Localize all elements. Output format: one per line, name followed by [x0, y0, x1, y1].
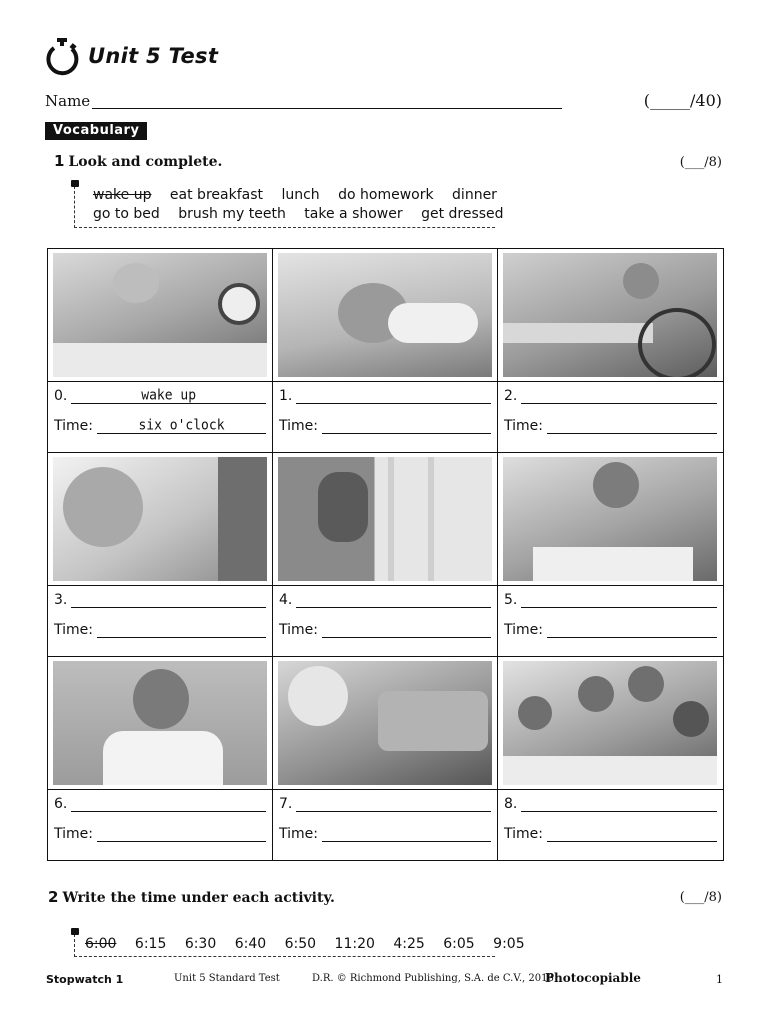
pin-icon [71, 928, 79, 935]
exercise-2-instruction: 2 Write the time under each activity. [48, 888, 335, 906]
word-bank-1 [74, 186, 504, 228]
footer-copyright: D.R. © Richmond Publishing, S.A. de C.V., 2016 [312, 973, 554, 984]
word-bank-item: get dressed [421, 206, 504, 222]
photo-brushing-teeth [53, 457, 267, 581]
answer-field-6[interactable] [71, 795, 266, 812]
answer-row-6: 6. [54, 795, 266, 812]
answer-field-7[interactable] [296, 795, 491, 812]
photo-lunch [278, 661, 492, 785]
photo-shower [278, 457, 492, 581]
word-bank-2 [74, 934, 525, 957]
total-score: (_____/40) [643, 91, 722, 110]
word-bank-item: go to bed [93, 206, 160, 222]
word-bank-item: dinner [452, 187, 497, 203]
answer-row-0: 0. wake up [54, 387, 266, 404]
answer-field-3[interactable] [71, 591, 266, 608]
word-bank-item: 11:20 [334, 936, 375, 952]
footer-photocopiable: Photocopiable [545, 971, 641, 985]
word-bank-item: take a shower [304, 206, 403, 222]
time-row-3: Time: [54, 621, 266, 638]
word-bank-item: 6:50 [284, 936, 317, 952]
word-bank-item: brush my teeth [178, 206, 286, 222]
time-field-8[interactable] [547, 825, 717, 842]
time-row-2: Time: [504, 417, 717, 434]
time-row-4: Time: [279, 621, 491, 638]
activity-cell [48, 657, 273, 861]
exercise-2-score: (___/8) [679, 890, 722, 905]
word-bank-item: 6:00 [85, 936, 117, 952]
answer-field-2[interactable] [521, 387, 717, 404]
activity-cell [273, 453, 498, 657]
activity-cell [273, 657, 498, 861]
activity-cell [273, 249, 498, 453]
answer-field-1[interactable] [296, 387, 491, 404]
exercise-1-instruction: 1 Look and complete. [54, 152, 223, 170]
answer-row-4: 4. [279, 591, 491, 608]
answer-row-1: 1. [279, 387, 491, 404]
word-bank-item: do homework [338, 187, 434, 203]
answer-field-0[interactable]: wake up [71, 387, 266, 404]
answer-row-3: 3. [54, 591, 266, 608]
answer-row-7: 7. [279, 795, 491, 812]
activity-grid [47, 248, 724, 861]
activity-cell [48, 249, 273, 453]
word-bank-item: lunch [281, 187, 320, 203]
word-bank-item: 6:40 [234, 936, 267, 952]
footer-test-name: Unit 5 Standard Test [174, 973, 280, 984]
time-row-8: Time: [504, 825, 717, 842]
time-field-3[interactable] [97, 621, 266, 638]
name-field[interactable] [92, 108, 562, 109]
activity-cell [48, 453, 273, 657]
photo-eating-breakfast [503, 457, 717, 581]
page-title: Unit 5 Test [88, 44, 219, 68]
answer-field-8[interactable] [521, 795, 717, 812]
photo-waking-up [53, 253, 267, 377]
answer-row-5: 5. [504, 591, 717, 608]
page-number: 1 [716, 973, 723, 986]
word-bank-item: 6:30 [184, 936, 217, 952]
footer-brand-logo: Stopwatch 1 [46, 973, 124, 986]
time-field-4[interactable] [322, 621, 491, 638]
time-field-0[interactable]: six o'clock [97, 417, 266, 434]
time-field-7[interactable] [322, 825, 491, 842]
word-bank-item: 9:05 [493, 936, 525, 952]
word-bank-item: 6:05 [443, 936, 475, 952]
section-badge: Vocabulary [45, 122, 147, 140]
photo-homework [503, 253, 717, 377]
exercise-1-score: (___/8) [679, 155, 722, 170]
answer-row-8: 8. [504, 795, 717, 812]
time-row-5: Time: [504, 621, 717, 638]
time-field-6[interactable] [97, 825, 266, 842]
photo-getting-dressed [53, 661, 267, 785]
time-field-5[interactable] [547, 621, 717, 638]
answer-field-5[interactable] [521, 591, 717, 608]
activity-cell [498, 249, 724, 453]
photo-sleeping [278, 253, 492, 377]
word-bank-item: 4:25 [393, 936, 425, 952]
activity-cell [498, 657, 724, 861]
time-row-1: Time: [279, 417, 491, 434]
time-row-0: Time: six o'clock [54, 417, 266, 434]
time-row-6: Time: [54, 825, 266, 842]
activity-cell [498, 453, 724, 657]
word-bank-item: eat breakfast [169, 187, 263, 203]
time-field-1[interactable] [322, 417, 491, 434]
answer-field-4[interactable] [296, 591, 491, 608]
photo-dinner [503, 661, 717, 785]
pin-icon [71, 180, 79, 187]
stopwatch-icon [44, 38, 80, 76]
word-bank-item: 6:15 [134, 936, 167, 952]
time-field-2[interactable] [547, 417, 717, 434]
time-row-7: Time: [279, 825, 491, 842]
name-label: Name [45, 92, 91, 110]
word-bank-item: wake up [93, 187, 152, 203]
answer-row-2: 2. [504, 387, 717, 404]
